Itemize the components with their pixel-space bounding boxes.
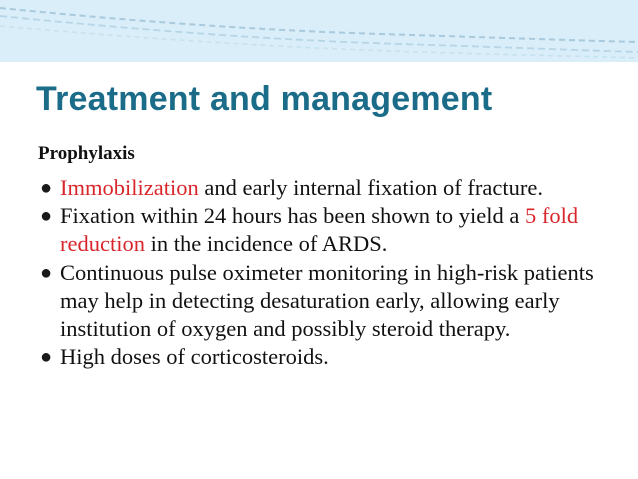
bullet-text: and early internal fixation of fracture. bbox=[198, 175, 543, 200]
bullet-item-oximeter bbox=[40, 259, 610, 344]
slide-title: Treatment and management bbox=[36, 80, 493, 118]
filled-circle-icon: ● bbox=[40, 261, 53, 284]
filled-circle-icon: ● bbox=[40, 177, 53, 199]
filled-circle-icon: ● bbox=[40, 205, 53, 228]
bullet-text: High doses of corticosteroids. bbox=[60, 344, 329, 370]
bullet-list bbox=[40, 174, 610, 371]
bullet-item-corticosteroids bbox=[40, 343, 610, 371]
section-subhead: Prophylaxis bbox=[38, 143, 135, 164]
bullet-text: Continuous pulse oximeter monitoring in high-risk patients may help in detecting desaturation early, allowing early institution of oxygen and possibly steroid therapy. bbox=[60, 259, 594, 342]
bullet-item-fixation bbox=[40, 202, 610, 258]
bullet-text: Fixation within 24 hours has been shown to yield a bbox=[60, 203, 525, 229]
bullet-text: in the incidence of ARDS. bbox=[144, 231, 388, 257]
highlight-text: 5 fold reduction bbox=[60, 203, 579, 257]
bullet-item-immobilization bbox=[40, 174, 610, 202]
highlight-text: Immobilization bbox=[60, 175, 199, 200]
filled-circle-icon: ● bbox=[40, 346, 53, 369]
decorative-wave-lines bbox=[0, 0, 638, 62]
